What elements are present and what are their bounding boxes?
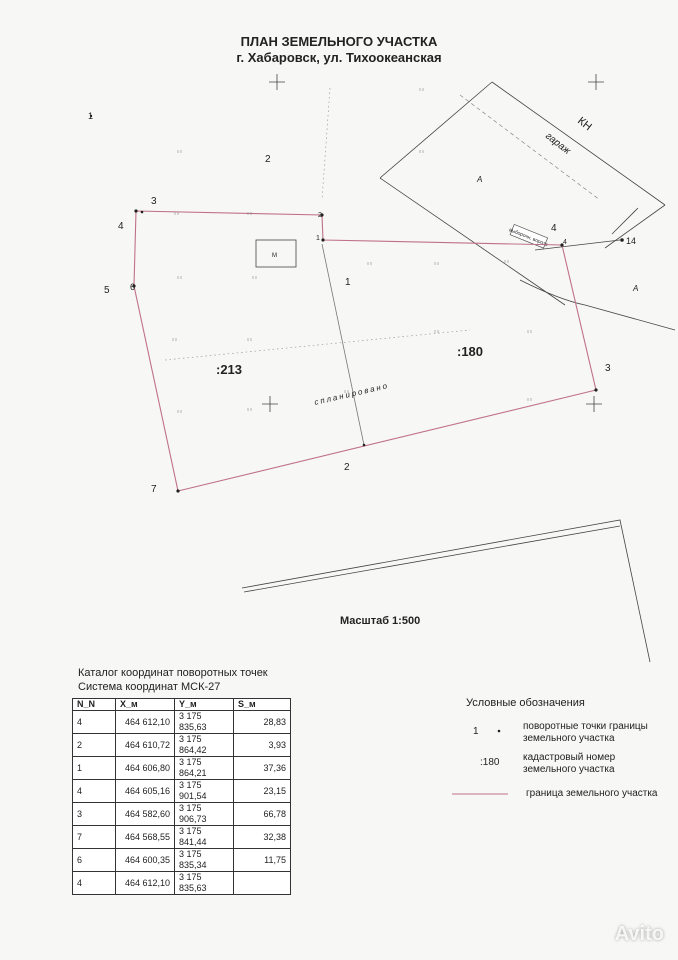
point-label: 4 — [551, 223, 557, 234]
table-row — [73, 803, 291, 826]
plan-title: ПЛАН ЗЕМЕЛЬНОГО УЧАСТКА — [240, 34, 438, 49]
table-row — [73, 734, 291, 757]
legend-point-symbol: 1 — [473, 726, 479, 737]
catalog-title: Каталог координат поворотных точек — [78, 667, 268, 679]
svg-text:выборочн. ворота: выборочн. ворота — [508, 227, 549, 249]
point-label: 4 — [563, 239, 567, 246]
table-row — [73, 711, 291, 734]
table-cell: 3 — [73, 803, 116, 826]
table-cell: 464 568,55 — [116, 826, 175, 849]
table-cell: 11,75 — [234, 849, 291, 872]
column-header: Y_м — [175, 699, 234, 711]
table-cell: 4 — [73, 872, 116, 895]
table-cell: 3 175 841,44 — [175, 826, 234, 849]
table-cell: 23,15 — [234, 780, 291, 803]
garage-label: гараж — [543, 130, 573, 157]
table-cell: 464 612,10 — [116, 872, 175, 895]
avito-watermark: Avito — [614, 923, 664, 945]
building-label: М — [272, 253, 277, 259]
legend-point-desc: земельного участка — [523, 733, 615, 744]
table-cell: 464 610,72 — [116, 734, 175, 757]
table-cell: 3 175 835,63 — [175, 872, 234, 895]
table-cell — [234, 872, 291, 895]
table-row — [73, 780, 291, 803]
point-label: 3 — [151, 196, 157, 207]
table-cell: 3 175 835,34 — [175, 849, 234, 872]
point-label: 4 — [118, 221, 124, 232]
point-label: 3 — [605, 363, 611, 374]
table-row — [73, 872, 291, 895]
a-label: А — [633, 284, 639, 293]
table-cell: 464 606,80 — [116, 757, 175, 780]
table-cell: 3 175 864,21 — [175, 757, 234, 780]
table-cell: 66,78 — [234, 803, 291, 826]
table-cell: 464 600,35 — [116, 849, 175, 872]
table-header-row — [73, 699, 291, 711]
legend-cad-symbol: :180 — [480, 757, 500, 768]
parcel-213-label: :213 — [216, 362, 243, 377]
a-label: А — [477, 175, 483, 184]
point-label: 1 — [88, 111, 94, 121]
table-cell: 3,93 — [234, 734, 291, 757]
point-label: 6 — [130, 282, 136, 292]
table-cell: 1 — [73, 757, 116, 780]
table-cell: 464 582,60 — [116, 803, 175, 826]
column-header: S_м — [234, 699, 291, 711]
table-cell: 2 — [73, 734, 116, 757]
legend-cad-desc: земельного участка — [523, 764, 615, 775]
legend-border-desc: граница земельного участка — [526, 788, 658, 799]
table-cell: 32,38 — [234, 826, 291, 849]
table-cell: 37,36 — [234, 757, 291, 780]
point-label: 2 — [344, 462, 350, 473]
parcel-180-label: :180 — [457, 344, 484, 359]
table-cell: 3 175 901,54 — [175, 780, 234, 803]
parcel-boundary — [134, 211, 596, 491]
kn-label: КН — [575, 114, 594, 134]
scale-label: Масштаб 1:500 — [340, 615, 421, 627]
coordinates-table — [72, 698, 291, 895]
point-label: 5 — [104, 285, 110, 296]
point-label: 14 — [626, 236, 637, 246]
column-header: X_м — [116, 699, 175, 711]
table-cell: 3 175 906,73 — [175, 803, 234, 826]
point-label: 1 — [345, 277, 351, 288]
table-cell: 464 605,16 — [116, 780, 175, 803]
table-cell: 28,83 — [234, 711, 291, 734]
legend-point-desc: поворотные точки границы — [523, 721, 648, 732]
plan-address: г. Хабаровск, ул. Тихоокеанская — [236, 50, 442, 65]
table-cell: 3 175 835,63 — [175, 711, 234, 734]
table-cell: 6 — [73, 849, 116, 872]
legend-title: Условные обозначения — [466, 697, 585, 709]
table-cell: 4 — [73, 780, 116, 803]
table-row — [73, 757, 291, 780]
legend-cad-desc: кадастровый номер — [523, 752, 616, 763]
table-row — [73, 849, 291, 872]
point-label: 2 — [318, 212, 322, 219]
table-cell: 4 — [73, 711, 116, 734]
catalog-system: Система координат МСК-27 — [78, 681, 221, 693]
planned-label: спланировано — [313, 380, 390, 407]
table-row — [73, 826, 291, 849]
table-cell: 3 175 864,42 — [175, 734, 234, 757]
column-header: N_N — [73, 699, 116, 711]
point-label: 1 — [316, 235, 320, 242]
table-cell: 464 612,10 — [116, 711, 175, 734]
table-cell: 7 — [73, 826, 116, 849]
point-label: 2 — [265, 154, 271, 165]
point-label: 7 — [151, 484, 157, 495]
